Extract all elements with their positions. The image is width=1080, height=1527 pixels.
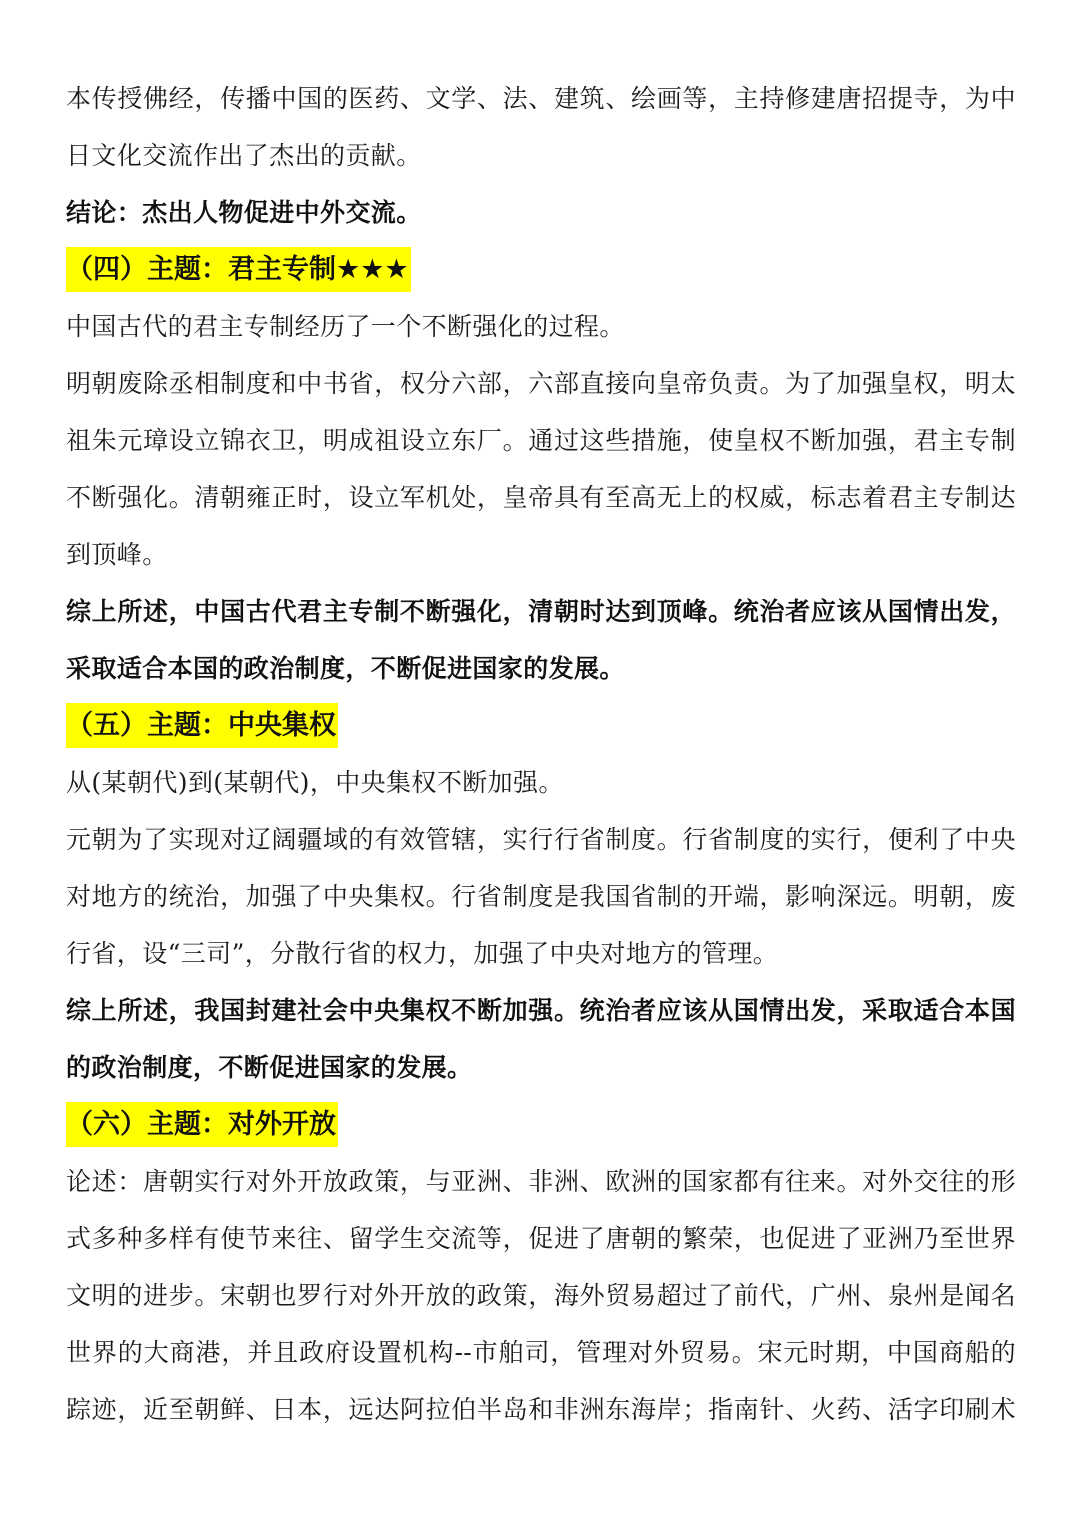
text-line: 式多种多样有使节来往、留学生交流等，促进了唐朝的繁荣，也促进了亚洲乃至世界 bbox=[66, 1224, 1016, 1253]
text-line: 祖朱元璋设立锦衣卫，明成祖设立东厂。通过这些措施，使皇权不断加强，君主专制 bbox=[66, 426, 1016, 455]
text-line: 文明的进步。宋朝也罗行对外开放的政策，海外贸易超过了前代，广州、泉州是闻名 bbox=[66, 1281, 1016, 1310]
text-line: 元朝为了实现对辽阔疆域的有效管辖，实行行省制度。行省制度的实行，便利了中央 bbox=[66, 825, 1016, 854]
conclusion-line: 综上所述，中国古代君主专制不断强化，清朝时达到顶峰。统治者应该从国情出发， bbox=[66, 597, 1016, 626]
text-line: 中国古代的君主专制经历了一个不断强化的过程。 bbox=[66, 312, 625, 341]
intro-conclusion: 结论：杰出人物促进中外交流。 bbox=[66, 198, 422, 227]
section-heading-row bbox=[66, 1096, 1016, 1153]
document-page bbox=[66, 70, 1016, 1438]
text-line: 明朝废除丞相制度和中书省，权分六部，六部直接向皇帝负责。为了加强皇权，明太 bbox=[66, 369, 1016, 398]
section-heading-centralization: （五）主题：中央集权 bbox=[66, 703, 338, 748]
section-heading-opening-up: （六）主题：对外开放 bbox=[66, 1102, 338, 1147]
text-line: 日文化交流作出了杰出的贡献。 bbox=[66, 141, 422, 170]
text-line: 到顶峰。 bbox=[66, 540, 168, 569]
text-line: 对地方的统治，加强了中央集权。行省制度是我国省制的开端，影响深远。明朝，废 bbox=[66, 882, 1016, 911]
section-paragraph bbox=[66, 355, 1016, 583]
conclusion-line: 综上所述，我国封建社会中央集权不断加强。统治者应该从国情出发，采取适合本国 bbox=[66, 996, 1016, 1025]
text-line: 行省，设“三司”，分散行省的权力，加强了中央对地方的管理。 bbox=[66, 939, 779, 968]
text-line: 从(某朝代)到(某朝代)，中央集权不断加强。 bbox=[66, 768, 564, 797]
section-heading-row bbox=[66, 697, 1016, 754]
text-line: 踪迹，近至朝鲜、日本，远达阿拉伯半岛和非洲东海岸；指南针、火药、活字印刷术 bbox=[66, 1395, 1016, 1424]
conclusion-line: 采取适合本国的政治制度，不断促进国家的发展。 bbox=[66, 654, 625, 683]
section-paragraph bbox=[66, 298, 1016, 355]
section-conclusion bbox=[66, 583, 1016, 697]
section-paragraph bbox=[66, 811, 1016, 982]
section-paragraph bbox=[66, 1153, 1016, 1438]
section-paragraph bbox=[66, 754, 1016, 811]
section-heading-row bbox=[66, 241, 1016, 298]
section-heading-monarchy: （四）主题：君主专制★★★ bbox=[66, 247, 411, 292]
conclusion-line: 的政治制度，不断促进国家的发展。 bbox=[66, 1053, 473, 1082]
text-line: 论述：唐朝实行对外开放政策，与亚洲、非洲、欧洲的国家都有往来。对外交往的形 bbox=[66, 1167, 1016, 1196]
intro-paragraph bbox=[66, 70, 1016, 184]
text-line: 不断强化。清朝雍正时，设立军机处，皇帝具有至高无上的权威，标志着君主专制达 bbox=[66, 483, 1016, 512]
text-line: 本传授佛经，传播中国的医药、文学、法、建筑、绘画等，主持修建唐招提寺，为中 bbox=[66, 84, 1016, 113]
text-line: 世界的大商港，并且政府设置机构--市舶司，管理对外贸易。宋元时期，中国商船的 bbox=[66, 1338, 1016, 1367]
section-conclusion bbox=[66, 982, 1016, 1096]
